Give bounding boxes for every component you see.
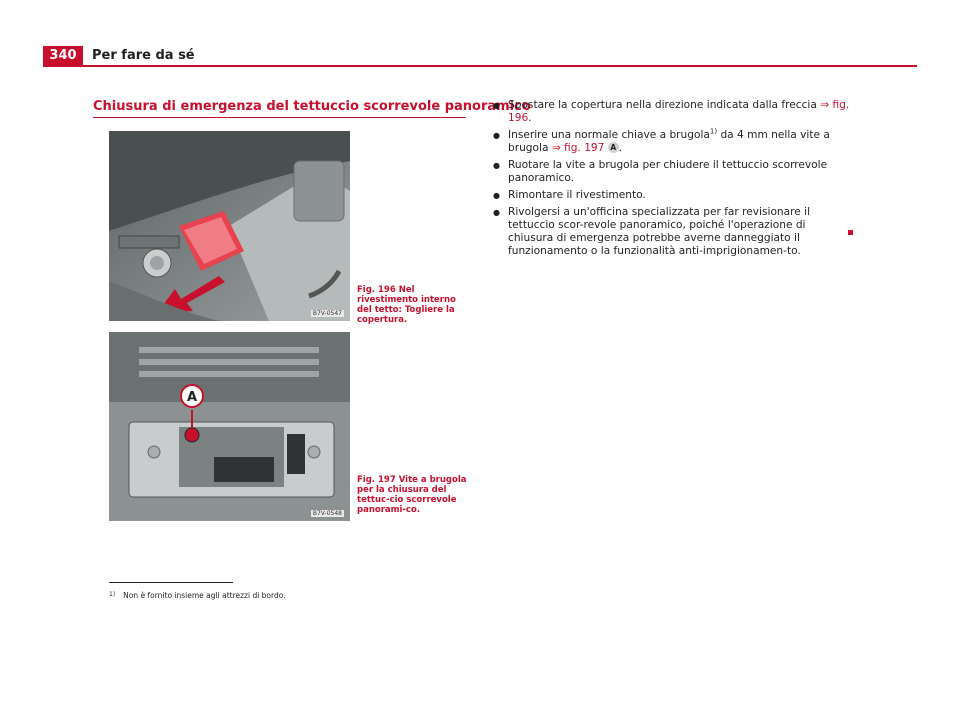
- list-item: ● Inserire una normale chiave a brugola$^{1)}$ da 4 mm nella vite a brugola ⇒ fig. 197 A .: [493, 129, 853, 155]
- figure-196-image: [109, 131, 350, 321]
- footnote-rule: [109, 582, 233, 583]
- figure-link[interactable]: ⇒ fig. 197: [551, 142, 605, 154]
- figure-code: B7V-0547: [312, 310, 342, 317]
- page-number: 340: [43, 46, 83, 66]
- figure-caption-text: Nel rivestimento interno del tetto: Togliere la copertura.: [357, 285, 456, 325]
- callout-a-label: A: [186, 390, 198, 405]
- figure-196-caption: [357, 285, 467, 325]
- list-item: ● Rivolgersi a un'officina specializzata per far revisionare il tettuccio scor-revole panoramico, poiché l'operazione di chiusura di emergenza potrebbe averne danneggiato il funzionamento o la funzionalità anti-imprigionamen-to.: [493, 206, 853, 258]
- figure-link[interactable]: ⇒ fig. 196: [508, 99, 850, 124]
- header-title: Per fare da sé: [92, 48, 195, 63]
- figure-caption-text: Vite a brugola per la chiusura del tettuc-cio scorrevole panorami-co.: [357, 475, 467, 515]
- list-item: ● Rimontare il rivestimento.: [493, 189, 853, 202]
- callout-a-badge: A: [608, 142, 619, 153]
- figure-code: B7V-0548: [312, 510, 342, 517]
- list-item: ● Ruotare la vite a brugola per chiudere il tettuccio scorrevole panoramico.: [493, 159, 853, 185]
- instruction-list: [493, 99, 853, 262]
- section-end-marker: [848, 230, 853, 235]
- figure-197-caption: [357, 475, 467, 515]
- figure-label: Fig. 197: [357, 475, 396, 485]
- footnote-mark: 1): [109, 591, 116, 598]
- header-rule: [43, 65, 917, 67]
- figure-label: Fig. 196: [357, 285, 396, 295]
- list-item: ● Spostare la copertura nella direzione indicata dalla freccia ⇒ fig. 196.: [493, 99, 853, 125]
- figure-197-image: [109, 332, 350, 521]
- footnote-text: Non è fornito insieme agli attrezzi di bordo.: [123, 591, 286, 600]
- footnote-ref[interactable]: 1): [709, 127, 718, 136]
- section-title: Chiusura di emergenza del tettuccio scorrevole panoramico: [93, 99, 466, 118]
- footnote: [109, 590, 286, 601]
